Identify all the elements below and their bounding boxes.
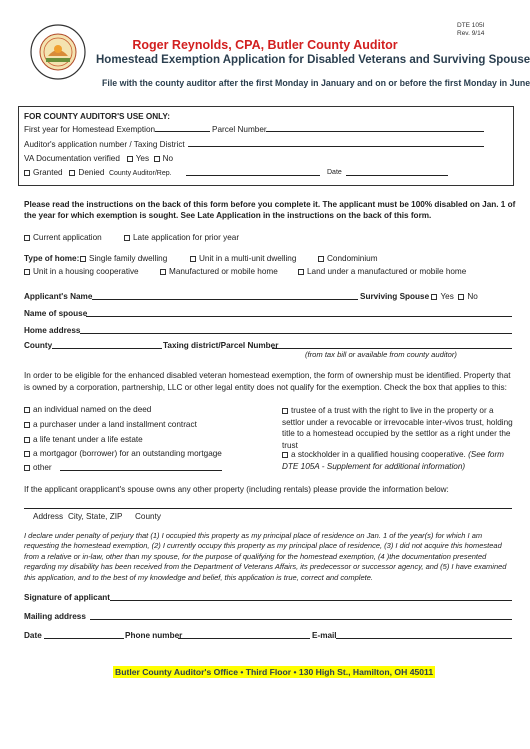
email-field[interactable] xyxy=(336,638,512,639)
multi-unit-checkbox[interactable] xyxy=(190,256,196,262)
land-contract-checkbox[interactable] xyxy=(24,422,30,428)
col-county: County xyxy=(135,512,161,521)
condominium-checkbox[interactable] xyxy=(318,256,324,262)
eligibility-intro: In order to be eligible for the enhanced disabled veteran homestead exemption, the form of ownership must be identified. Property that is owned by a corporation, partnership, LLC or other legal entity does not qualify for the exemption. Check the box that applies to this: xyxy=(24,371,511,392)
home-type-mobile[interactable] xyxy=(160,267,278,276)
email-label: E-mail xyxy=(312,631,337,640)
life-tenant-checkbox[interactable] xyxy=(24,437,30,443)
parcel-label: Parcel Number xyxy=(212,125,267,134)
deed-label: an individual named on the deed xyxy=(33,405,152,414)
county-auditor-seal xyxy=(30,24,86,80)
mobile-home-label: Manufactured or mobile home xyxy=(169,267,278,276)
date-label: Date xyxy=(24,631,42,640)
surviving-spouse-no-label: No xyxy=(467,292,478,301)
stockholder-note: (See form DTE 105A - Supplement for additional information) xyxy=(282,450,505,471)
declaration: I declare under penalty of perjury that (1) I occupied this property as my principal place of residence on Jan. 1 of the year(s) for which I am requesting the homestead exemption, (2) I currently occupy this property as my principal place of residence, (3) I did not acquire this homestead from a relative or in-law, other than my spouse, for the purpose of qualifying for the homestead exemption, (4 )the documentation presented regarding my disability has been received from the Department of Veterans Affairs, its predecessor or successor agency, and (5) I have examined this application, and to the best of my knowledge and belief, this application is true, correct and complete. xyxy=(24,531,507,582)
land-mobile-checkbox[interactable] xyxy=(298,269,304,275)
land-mobile-label: Land under a manufactured or mobile home xyxy=(307,267,467,276)
app-number-label: Auditor's application number / Taxing District xyxy=(24,140,185,149)
col-address: Address xyxy=(33,512,64,521)
decision-row xyxy=(24,168,172,177)
phone-field[interactable] xyxy=(178,638,310,639)
signature-label: Signature of applicant xyxy=(24,593,110,602)
va-no-label: No xyxy=(162,154,174,163)
late-application-option[interactable] xyxy=(124,233,239,242)
spouse-name-label: Name of spouse xyxy=(24,309,88,318)
surviving-spouse-row xyxy=(360,292,478,301)
trust-checkbox[interactable] xyxy=(282,408,288,414)
ownership-option-trust[interactable] xyxy=(282,405,516,451)
spouse-name-field[interactable] xyxy=(86,316,512,317)
denied-checkbox[interactable] xyxy=(69,170,75,176)
ownership-option-deed[interactable] xyxy=(24,405,151,414)
mobile-home-checkbox[interactable] xyxy=(160,269,166,275)
current-application-label: Current application xyxy=(33,233,102,242)
home-type-land[interactable] xyxy=(298,267,466,276)
mailing-address-field[interactable] xyxy=(90,619,512,620)
filing-note: File with the county auditor after the first Monday in January and on or before the first Monday in June xyxy=(102,78,530,88)
first-year-label: First year for Homestead Exemption xyxy=(24,125,156,134)
current-application-checkbox[interactable] xyxy=(24,235,30,241)
other-checkbox[interactable] xyxy=(24,465,30,471)
form-revision xyxy=(457,22,484,38)
va-yes-label: Yes xyxy=(135,154,150,163)
home-type-coop[interactable] xyxy=(24,267,139,276)
home-type-condo[interactable] xyxy=(318,254,378,263)
stockholder-checkbox[interactable] xyxy=(282,452,288,458)
signature-field[interactable] xyxy=(110,600,512,601)
trust-label: trustee of a trust with the right to live in the property or a settlor under a revocable or irrevocable inter-vivos trust, holding title to a homestead occupied by the settlor as a right under the trust xyxy=(282,406,513,450)
mortgagor-label: a mortgagor (borrower) for an outstanding mortgage xyxy=(33,449,222,458)
revision-date: Rev. 9/14 xyxy=(457,30,485,37)
county-label: County xyxy=(24,341,53,350)
home-address-label: Home address xyxy=(24,326,81,335)
home-type-multi[interactable] xyxy=(190,254,296,263)
housing-coop-checkbox[interactable] xyxy=(24,269,30,275)
taxing-district-label: Taxing district/Parcel Number xyxy=(163,341,279,350)
tax-bill-note: (from tax bill or available from county auditor) xyxy=(305,350,457,359)
stockholder-label: a stockholder in a qualified housing cooperative. xyxy=(291,450,466,459)
mailing-address-label: Mailing address xyxy=(24,612,86,621)
instructions: Please read the instructions on the back of this form before you complete it. The applicant must be 100% disabled on Jan. 1 of the year for which exemption is sought. See Late Application in the instructions on the back of this form. xyxy=(24,200,516,220)
auditor-box-heading: FOR COUNTY AUDITOR'S USE ONLY: xyxy=(24,112,170,121)
col-city-state-zip: City, State, ZIP xyxy=(68,512,123,521)
form-number: DTE 105I xyxy=(457,22,485,29)
form-title: Homestead Exemption Application for Disabled Veterans and Surviving Spouse xyxy=(96,54,530,66)
rep-field[interactable] xyxy=(186,175,320,176)
condominium-label: Condominium xyxy=(327,254,378,263)
ownership-option-other[interactable] xyxy=(24,463,52,472)
box-date-label: Date xyxy=(327,169,342,176)
granted-checkbox[interactable] xyxy=(24,170,30,176)
denied-label: Denied xyxy=(78,168,105,177)
surviving-spouse-yes-checkbox[interactable] xyxy=(431,294,437,300)
single-family-label: Single family dwelling xyxy=(89,254,168,263)
va-yes-checkbox[interactable] xyxy=(127,156,133,162)
surviving-spouse-no-checkbox[interactable] xyxy=(458,294,464,300)
ownership-option-life-tenant[interactable] xyxy=(24,435,143,444)
home-type-single[interactable] xyxy=(80,254,167,263)
va-label: VA Documentation verified xyxy=(24,154,120,163)
va-verified-row xyxy=(24,154,173,163)
office-address-footer: Butler County Auditor's Office • Third Floor • 130 High St., Hamilton, OH 45011 xyxy=(115,667,434,677)
other-field[interactable] xyxy=(60,470,222,471)
ownership-option-contract[interactable] xyxy=(24,420,197,429)
va-no-checkbox[interactable] xyxy=(154,156,160,162)
single-family-checkbox[interactable] xyxy=(80,256,86,262)
other-label: other xyxy=(33,463,52,472)
multi-unit-label: Unit in a multi-unit dwelling xyxy=(199,254,297,263)
phone-label: Phone number xyxy=(125,631,183,640)
app-number-field[interactable] xyxy=(188,146,484,147)
granted-label: Granted xyxy=(33,168,63,177)
late-application-label: Late application for prior year xyxy=(133,233,240,242)
auditor-title: Roger Reynolds, CPA, Butler County Auditor xyxy=(132,38,398,52)
rep-label: County Auditor/Rep. xyxy=(108,170,172,177)
housing-coop-label: Unit in a housing cooperative xyxy=(33,267,139,276)
deed-checkbox[interactable] xyxy=(24,407,30,413)
ownership-option-mortgagor[interactable] xyxy=(24,449,222,458)
applicant-name-field[interactable] xyxy=(92,299,358,300)
box-date-field[interactable] xyxy=(346,175,448,176)
surviving-spouse-yes-label: Yes xyxy=(440,292,454,301)
applicant-name-label: Applicant's Name xyxy=(24,292,93,301)
parcel-field[interactable] xyxy=(266,131,484,132)
home-type-label: Type of home: xyxy=(24,254,80,263)
other-property-question: If the applicant orapplicant's spouse owns any other property (including rentals) please provide the information below: xyxy=(24,485,449,494)
land-contract-label: a purchaser under a land installment contract xyxy=(33,420,197,429)
mortgagor-checkbox[interactable] xyxy=(24,451,30,457)
first-year-field[interactable] xyxy=(155,131,210,132)
date-field[interactable] xyxy=(44,638,124,639)
taxing-district-field[interactable] xyxy=(272,348,512,349)
surviving-spouse-label: Surviving Spouse xyxy=(360,292,430,301)
late-application-checkbox[interactable] xyxy=(124,235,130,241)
current-application-option[interactable] xyxy=(24,233,102,242)
life-tenant-label: a life tenant under a life estate xyxy=(33,435,143,444)
other-property-field[interactable] xyxy=(24,508,512,509)
home-address-field[interactable] xyxy=(80,333,512,334)
ownership-option-coop[interactable] xyxy=(282,449,516,472)
county-field[interactable] xyxy=(52,348,162,349)
